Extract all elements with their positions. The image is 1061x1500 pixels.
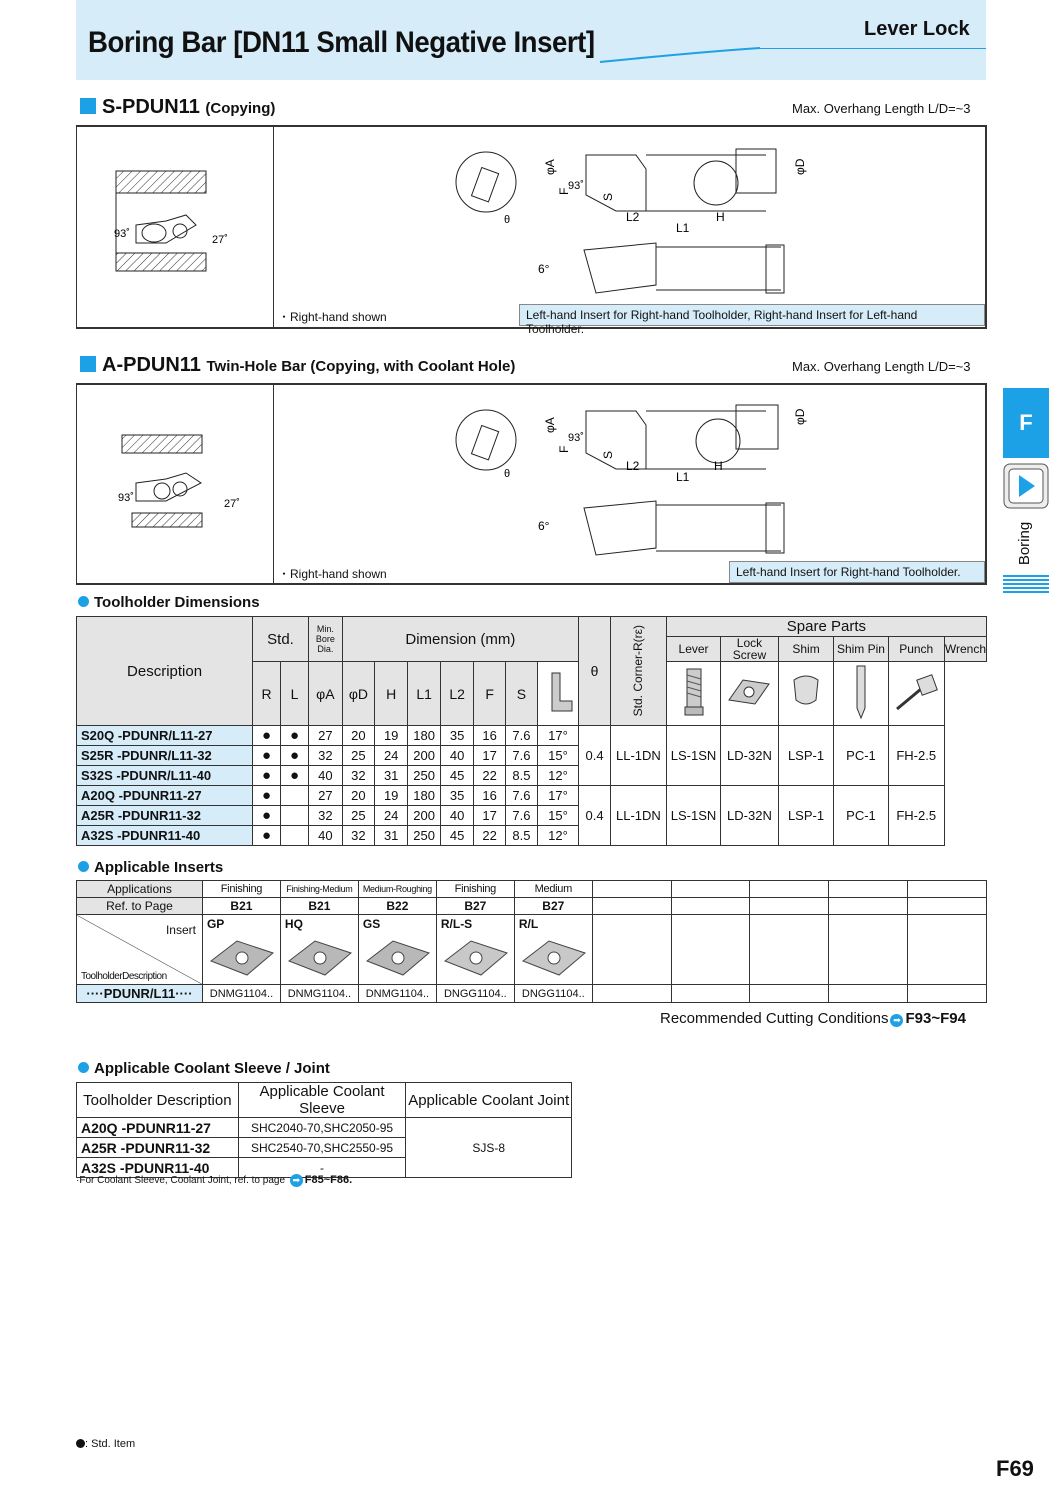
svg-text:S: S (601, 450, 615, 459)
insert-part-number: DNMG1104.. (358, 985, 436, 1003)
svg-text:θ: θ (504, 214, 511, 226)
empty-cell (908, 985, 987, 1003)
cell-s: 7.6 (505, 786, 537, 806)
cell-l: ● (281, 746, 309, 766)
cell-l2: 45 (440, 766, 473, 786)
col-lever: Lever (666, 637, 721, 662)
col-min-bore: Min. Bore Dia. (308, 617, 342, 662)
section1-max-overhang: Max. Overhang Length L/D=~3 (792, 101, 971, 116)
cell-lock-screw: LS-1SN (666, 786, 721, 846)
insert-image-cell (202, 915, 280, 985)
empty-cell (829, 881, 908, 898)
col-L1: L1 (408, 662, 441, 726)
coolant-row-desc: A25R -PDUNR11-32 (77, 1138, 239, 1158)
col-description: Description (77, 617, 253, 726)
svg-text:27˚: 27˚ (212, 234, 228, 246)
empty-cell (750, 881, 829, 898)
cell-a: 27 (308, 786, 342, 806)
col-L: L (281, 662, 309, 726)
cell-theta: 15° (538, 806, 579, 826)
coolant-joint: SJS-8 (406, 1118, 572, 1178)
insert-image-cell (358, 915, 436, 985)
section2-drawing (76, 383, 987, 585)
col-phiD: φD (342, 662, 374, 726)
col-coolant-joint: Applicable Coolant Joint (406, 1083, 572, 1118)
cell-h: 24 (375, 806, 408, 826)
insert-image-cell (514, 915, 592, 985)
arrow-right-icon: ➡ (890, 1014, 903, 1027)
table-row (77, 786, 987, 806)
row-description: A20Q -PDUNR11-27 (77, 786, 253, 806)
col-R: R (253, 662, 281, 726)
cell-punch: PC-1 (834, 726, 888, 786)
svg-text:S: S (601, 192, 615, 201)
insert-application: Medium (514, 881, 592, 898)
empty-cell (908, 915, 987, 985)
cell-l1: 250 (408, 826, 441, 846)
coolant-title: Applicable Coolant Sleeve / Joint (78, 1060, 330, 1077)
svg-text:F: F (557, 187, 571, 195)
round-bullet-icon (78, 1062, 89, 1073)
insert-application: Finishing (202, 881, 280, 898)
insert-icon (285, 933, 355, 983)
empty-cell (592, 881, 671, 898)
cell-l: ● (281, 726, 309, 746)
cell-lock-screw: LS-1SN (666, 726, 721, 786)
col-wrench: Wrench (944, 637, 986, 662)
table-row (77, 726, 987, 746)
cell-s: 8.5 (505, 766, 537, 786)
col-shim: Shim (778, 637, 834, 662)
section2-title: A-PDUN11 Twin-Hole Bar (Copying, with Coolant Hole) (80, 354, 515, 377)
row-insert-header: Insert ToolholderDescription (77, 915, 203, 985)
insert-application: Finishing (436, 881, 514, 898)
cell-l2: 40 (440, 806, 473, 826)
cell-h: 19 (375, 726, 408, 746)
cell-r: ● (253, 826, 281, 846)
coolant-row-desc: A32S -PDUNR11-40 (77, 1158, 239, 1178)
cell-l1: 180 (408, 726, 441, 746)
col-corner: Std. Corner-R(rε) (611, 617, 667, 726)
insert-code: R/L (518, 917, 539, 931)
cell-l2: 45 (440, 826, 473, 846)
round-bullet-icon (78, 861, 89, 872)
coolant-row-desc: A20Q -PDUNR11-27 (77, 1118, 239, 1138)
cell-l1: 200 (408, 746, 441, 766)
cell-l1: 200 (408, 806, 441, 826)
empty-cell (592, 915, 671, 985)
cell-shim-pin: LSP-1 (778, 726, 834, 786)
cell-l: ● (281, 766, 309, 786)
empty-cell (750, 985, 829, 1003)
svg-text:φA: φA (543, 417, 557, 433)
empty-cell (671, 915, 750, 985)
col-S: S (505, 662, 537, 726)
svg-text:27˚: 27˚ (224, 498, 240, 510)
cell-l1: 180 (408, 786, 441, 806)
insert-ref-page: B22 (358, 898, 436, 915)
row-ref-page: Ref. to Page (77, 898, 203, 915)
punch-icon (834, 662, 888, 726)
cell-r: ● (253, 806, 281, 826)
col-lock-screw: Lock Screw (721, 637, 778, 662)
insert-part-number: DNGG1104.. (514, 985, 592, 1003)
empty-cell (829, 985, 908, 1003)
cell-d: 20 (342, 786, 374, 806)
cell-punch: PC-1 (834, 786, 888, 846)
cell-d: 25 (342, 746, 374, 766)
cell-s: 8.5 (505, 826, 537, 846)
lever-icon (538, 662, 579, 726)
cell-theta: 12° (538, 826, 579, 846)
cell-a: 32 (308, 746, 342, 766)
svg-text:φD: φD (793, 408, 807, 425)
section1-title: S-PDUN11 (Copying) (80, 96, 275, 119)
svg-text:H: H (714, 459, 723, 473)
boring-tab-icon (1003, 463, 1049, 509)
section2-max-overhang: Max. Overhang Length L/D=~3 (792, 359, 971, 374)
section2-caption: Left-hand Insert for Right-hand Toolholder. (729, 561, 985, 583)
insert-ref-page: B27 (514, 898, 592, 915)
wrench-icon (888, 662, 944, 726)
cell-r: ● (253, 726, 281, 746)
shim-pin-icon (778, 662, 834, 726)
filled-circle-icon (76, 1439, 85, 1448)
insert-ref-page: B21 (280, 898, 358, 915)
row-description: S32S -PDUNR/L11-40 (77, 766, 253, 786)
page-number: F69 (996, 1456, 1034, 1481)
cell-r: ● (253, 746, 281, 766)
inserts-title: Applicable Inserts (78, 859, 223, 876)
svg-text:θ: θ (504, 468, 511, 480)
cell-f: 17 (474, 746, 506, 766)
insert-icon (207, 933, 277, 983)
lock-screw-icon (666, 662, 721, 726)
cell-theta: 15° (538, 746, 579, 766)
cell-l1: 250 (408, 766, 441, 786)
insert-part-number: DNGG1104.. (436, 985, 514, 1003)
empty-cell (671, 985, 750, 1003)
insert-code: HQ (284, 917, 303, 931)
cell-h: 19 (375, 786, 408, 806)
cell-corner: 0.4 (579, 726, 611, 786)
svg-text:H: H (716, 210, 725, 224)
cell-a: 40 (308, 826, 342, 846)
coolant-row-sleeve: SHC2040-70,SHC2050-95 (238, 1118, 406, 1138)
svg-text:93˚: 93˚ (568, 432, 584, 444)
insert-code: GP (206, 917, 225, 931)
cell-theta: 12° (538, 766, 579, 786)
svg-text:F: F (557, 445, 571, 453)
cell-wrench: FH-2.5 (888, 786, 944, 846)
col-punch: Punch (888, 637, 944, 662)
cell-l2: 35 (440, 726, 473, 746)
arrow-right-icon: ➡ (290, 1174, 303, 1187)
empty-cell (592, 985, 671, 1003)
cell-l2: 40 (440, 746, 473, 766)
svg-text:6°: 6° (538, 262, 550, 276)
col-phiA: φA (308, 662, 342, 726)
cell-a: 27 (308, 726, 342, 746)
cell-wrench: FH-2.5 (888, 726, 944, 786)
cell-l2: 35 (440, 786, 473, 806)
empty-cell (671, 881, 750, 898)
empty-cell (592, 898, 671, 915)
std-item-legend: : Std. Item (76, 1438, 135, 1450)
insert-part-number: DNMG1104.. (202, 985, 280, 1003)
cell-h: 24 (375, 746, 408, 766)
empty-cell (908, 881, 987, 898)
cell-d: 32 (342, 826, 374, 846)
side-tab-letter: F (1003, 388, 1049, 458)
col-theta: θ (579, 617, 611, 726)
cell-corner: 0.4 (579, 786, 611, 846)
row-description: A32S -PDUNR11-40 (77, 826, 253, 846)
recommended-conditions: Recommended Cutting Conditions ➡ F93~F94 (660, 1010, 966, 1027)
shim-icon (721, 662, 778, 726)
cell-lever: LL-1DN (611, 726, 667, 786)
insert-image-cell (436, 915, 514, 985)
insert-application: Medium-Roughing (358, 881, 436, 898)
coolant-row-sleeve: SHC2540-70,SHC2550-95 (238, 1138, 406, 1158)
svg-text:L1: L1 (676, 221, 690, 235)
cell-f: 17 (474, 806, 506, 826)
svg-text:φD: φD (793, 158, 807, 175)
insert-code: R/L-S (440, 917, 473, 931)
section2-note: ・Right-hand shown (278, 567, 387, 581)
section1-caption: Left-hand Insert for Right-hand Toolholder, Right-hand Insert for Left-hand Toolholder. (519, 304, 985, 326)
cell-theta: 17° (538, 786, 579, 806)
cell-theta: 17° (538, 726, 579, 746)
empty-cell (750, 898, 829, 915)
svg-text:93˚: 93˚ (118, 492, 134, 504)
cell-lever: LL-1DN (611, 786, 667, 846)
col-spare-parts: Spare Parts (666, 617, 986, 637)
coolant-footnote: ·For Coolant Sleeve, Coolant Joint, ref. to page ➡ F85~F86. (76, 1174, 353, 1186)
svg-text:φA: φA (543, 159, 557, 175)
page-title: Boring Bar [DN11 Small Negative Insert] (88, 26, 595, 59)
insert-ref-page: B21 (202, 898, 280, 915)
section1-drawing (76, 125, 987, 329)
col-H: H (375, 662, 408, 726)
svg-text:93˚: 93˚ (114, 228, 130, 240)
cell-h: 31 (375, 826, 408, 846)
insert-icon (519, 933, 589, 983)
cell-a: 40 (308, 766, 342, 786)
cell-shim: LD-32N (721, 726, 778, 786)
cell-r: ● (253, 766, 281, 786)
cell-l (281, 826, 309, 846)
cell-shim-pin: LSP-1 (778, 786, 834, 846)
insert-icon (363, 933, 433, 983)
coolant-row-sleeve: - (238, 1158, 406, 1178)
col-dimension: Dimension (mm) (342, 617, 578, 662)
col-toolholder-desc: Toolholder Description (77, 1083, 239, 1118)
col-std: Std. (253, 617, 309, 662)
svg-text:93˚: 93˚ (568, 180, 584, 192)
holder-desc: ····PDUNR/L11···· (77, 985, 203, 1003)
dimensions-table (76, 616, 987, 846)
empty-cell (829, 915, 908, 985)
cell-l (281, 806, 309, 826)
svg-text:L2: L2 (626, 210, 640, 224)
insert-icon (441, 933, 511, 983)
square-bullet-icon (80, 98, 96, 114)
cell-d: 32 (342, 766, 374, 786)
cell-r: ● (253, 786, 281, 806)
cell-l (281, 786, 309, 806)
coolant-table (76, 1082, 572, 1178)
insert-application: Finishing-Medium (280, 881, 358, 898)
empty-cell (750, 915, 829, 985)
cell-shim: LD-32N (721, 786, 778, 846)
col-F: F (474, 662, 506, 726)
category-label: Lever Lock (864, 18, 970, 40)
side-tab-label: Boring (1016, 521, 1034, 565)
empty-cell (829, 898, 908, 915)
row-applications: Applications (77, 881, 203, 898)
col-L2: L2 (440, 662, 473, 726)
inserts-table (76, 880, 987, 1003)
row-description: S20Q -PDUNR/L11-27 (77, 726, 253, 746)
empty-cell (671, 898, 750, 915)
insert-ref-page: B27 (436, 898, 514, 915)
cell-d: 25 (342, 806, 374, 826)
cell-a: 32 (308, 806, 342, 826)
row-description: A25R -PDUNR11-32 (77, 806, 253, 826)
col-coolant-sleeve: Applicable Coolant Sleeve (238, 1083, 406, 1118)
side-stripes (1003, 575, 1049, 593)
cell-f: 16 (474, 726, 506, 746)
empty-cell (908, 898, 987, 915)
cell-h: 31 (375, 766, 408, 786)
insert-code: GS (362, 917, 381, 931)
svg-text:6°: 6° (538, 519, 550, 533)
cell-s: 7.6 (505, 746, 537, 766)
row-description: S25R -PDUNR/L11-32 (77, 746, 253, 766)
cell-s: 7.6 (505, 726, 537, 746)
svg-text:L1: L1 (676, 470, 690, 484)
cell-f: 22 (474, 766, 506, 786)
cell-s: 7.6 (505, 806, 537, 826)
insert-image-cell (280, 915, 358, 985)
round-bullet-icon (78, 596, 89, 607)
cell-f: 16 (474, 786, 506, 806)
insert-part-number: DNMG1104.. (280, 985, 358, 1003)
cell-f: 22 (474, 826, 506, 846)
cell-d: 20 (342, 726, 374, 746)
square-bullet-icon (80, 356, 96, 372)
section1-note: ・Right-hand shown (278, 310, 387, 324)
col-shim-pin: Shim Pin (834, 637, 888, 662)
dimensions-title: Toolholder Dimensions (78, 594, 260, 611)
svg-text:L2: L2 (626, 459, 640, 473)
